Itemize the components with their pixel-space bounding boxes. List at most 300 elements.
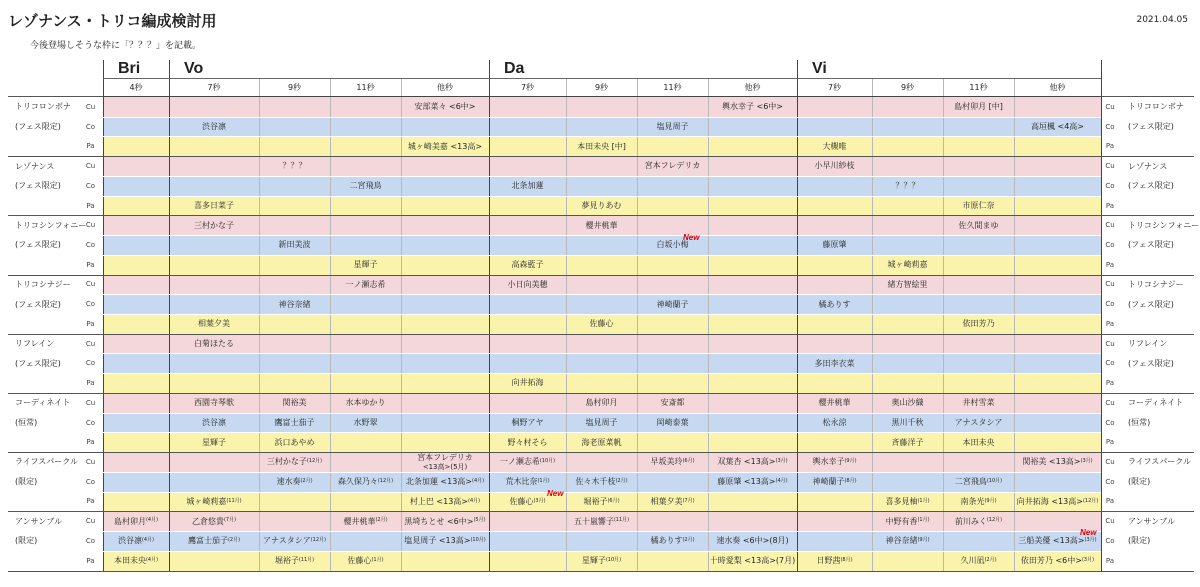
attribute-label: Pa <box>86 260 95 269</box>
idol-cell <box>872 97 943 117</box>
idol-cell <box>708 452 797 472</box>
row-divider <box>103 235 1101 236</box>
idol-cell <box>872 275 943 295</box>
idol-release: (2月) <box>615 477 628 484</box>
idol-release: (8月) <box>840 556 853 563</box>
attribute-label: Cu <box>1105 517 1115 526</box>
idol-name: 小早川紗枝 <box>814 161 855 171</box>
group-name: リフレイン <box>15 339 55 349</box>
idol-cell <box>401 334 489 354</box>
idol-name: 井村雪菜 <box>962 398 995 408</box>
idol-cell <box>103 275 169 295</box>
idol-cell <box>259 97 330 117</box>
attribute-label: Cu <box>1105 339 1115 348</box>
idol-cell <box>330 275 401 295</box>
date-label: 2021.04.05 <box>1136 15 1188 25</box>
idol-cell <box>708 472 797 492</box>
idol-cell <box>797 551 872 571</box>
attribute-label: Pa <box>86 497 95 506</box>
idol-cell <box>708 393 797 413</box>
header-line <box>103 96 1101 97</box>
group-limit: (フェス限定) <box>15 299 61 309</box>
idol-cell <box>637 492 708 512</box>
idol-cell <box>943 531 1014 551</box>
idol-cell <box>1014 275 1101 295</box>
idol-cell <box>943 511 1014 531</box>
idol-name: 城ヶ崎莉嘉 <box>887 260 928 270</box>
idol-cell <box>330 314 401 334</box>
idol-cell <box>872 413 943 433</box>
idol-name: 白菊ほたる <box>194 339 234 349</box>
idol-name: 中野有香 <box>885 516 918 526</box>
group-divider <box>8 215 1194 216</box>
idol-cell <box>1014 196 1101 216</box>
idol-release: (7月) <box>682 497 695 504</box>
idol-cell <box>401 196 489 216</box>
idol-cell <box>797 472 872 492</box>
idol-cell <box>708 235 797 255</box>
idol-release: (10月) <box>605 556 622 563</box>
idol-cell <box>169 235 259 255</box>
row-divider <box>103 136 1101 137</box>
idol-cell <box>943 492 1014 512</box>
idol-cell <box>169 353 259 373</box>
idol-cell <box>1014 176 1101 196</box>
idol-name: アナスタシア <box>263 536 311 546</box>
idol-name: 城ヶ崎美嘉 <13高> <box>407 141 483 151</box>
idol-release: (3月) <box>1084 537 1097 544</box>
idol-cell <box>259 432 330 452</box>
idol-release: (1月) <box>917 517 930 524</box>
idol-cell <box>797 511 872 531</box>
idol-name: 森久保乃々 <box>337 477 378 487</box>
idol-name: 二宮飛鳥 <box>349 181 382 191</box>
attribute-label: Pa <box>1105 379 1115 388</box>
idol-cell <box>708 97 797 117</box>
idol-release: (4月) <box>472 477 485 484</box>
idol-cell <box>708 136 797 156</box>
idol-name: 宮本フレデリカ <box>644 161 701 171</box>
group-divider <box>8 156 1194 157</box>
duration-header: 7秒 <box>207 82 221 92</box>
idol-cell <box>330 235 401 255</box>
subcolumn-divider <box>708 78 709 571</box>
category-header: Da <box>504 60 525 77</box>
idol-release: (1月) <box>537 477 550 484</box>
idol-name: 速水奏 <box>276 477 301 487</box>
idol-cell <box>103 393 169 413</box>
idol-name: 島村卯月 <box>113 516 146 526</box>
idol-cell <box>1014 492 1101 512</box>
idol-cell <box>1014 393 1101 413</box>
idol-cell <box>330 353 401 373</box>
idol-cell <box>872 432 943 452</box>
idol-name: 本田未央 <box>962 437 995 447</box>
attribute-label: Cu <box>1105 221 1115 230</box>
idol-cell <box>708 176 797 196</box>
idol-cell <box>797 156 872 176</box>
category-header: Vo <box>184 60 204 77</box>
idol-cell <box>330 393 401 413</box>
new-badge: New <box>1080 528 1097 537</box>
idol-name: 三村かな子 <box>194 220 234 230</box>
category-header <box>943 60 1014 78</box>
idol-cell <box>708 413 797 433</box>
idol-name: 松永涼 <box>822 417 847 427</box>
idol-cell <box>943 275 1014 295</box>
idol-cell <box>637 196 708 216</box>
idol-cell <box>797 531 872 551</box>
group-limit: (フェス限定) <box>15 240 61 250</box>
attribute-label: Cu <box>85 339 96 348</box>
idol-cell <box>708 492 797 512</box>
idol-cell <box>401 176 489 196</box>
idol-cell <box>637 136 708 156</box>
idol-cell <box>637 294 708 314</box>
idol-cell <box>943 334 1014 354</box>
idol-cell <box>401 255 489 275</box>
idol-release: (1月) <box>917 497 930 504</box>
attribute-label: Co <box>85 477 96 486</box>
idol-cell <box>797 492 872 512</box>
idol-name: 神崎蘭子 <box>812 477 845 487</box>
idol-cell <box>259 393 330 413</box>
idol-cell <box>637 353 708 373</box>
idol-release: (2月) <box>300 477 313 484</box>
idol-cell <box>637 275 708 295</box>
group-name: トリコロンボナ <box>1128 102 1184 112</box>
table-top-line <box>8 96 103 97</box>
idol-cell <box>103 353 169 373</box>
group-limit: (フェス限定) <box>1128 122 1174 132</box>
idol-release: (6月) <box>607 497 620 504</box>
row-divider <box>103 196 1101 197</box>
idol-cell <box>330 551 401 571</box>
idol-cell <box>401 294 489 314</box>
idol-cell <box>169 314 259 334</box>
idol-name: 五十嵐響子 <box>573 516 614 526</box>
idol-cell <box>489 452 566 472</box>
idol-cell <box>566 156 637 176</box>
idol-cell <box>797 275 872 295</box>
idol-name: 水本ゆかり <box>345 398 386 408</box>
idol-cell <box>872 176 943 196</box>
idol-cell <box>637 432 708 452</box>
idol-cell <box>566 275 637 295</box>
idol-cell <box>401 136 489 156</box>
attribute-label: Co <box>85 300 96 309</box>
idol-cell <box>943 117 1014 137</box>
idol-cell <box>708 551 797 571</box>
idol-name: 堀裕子 <box>583 496 608 506</box>
idol-cell <box>566 413 637 433</box>
attribute-label: Cu <box>85 398 96 407</box>
idol-cell <box>943 136 1014 156</box>
attribute-label: Co <box>1105 300 1115 309</box>
group-divider <box>8 393 1194 394</box>
idol-cell <box>169 334 259 354</box>
idol-name: 塩見周子 <box>585 417 618 427</box>
idol-name: 塩見周子 <box>656 121 689 131</box>
idol-name: 日野茜 <box>816 556 841 566</box>
category-header <box>566 60 637 78</box>
idol-cell <box>103 255 169 275</box>
group-divider <box>8 452 1194 453</box>
idol-name: 橘ありす <box>650 536 683 546</box>
idol-cell <box>330 294 401 314</box>
idol-cell <box>708 196 797 216</box>
idol-release: (12月) <box>306 458 323 465</box>
idol-cell <box>637 117 708 137</box>
group-limit: (フェス限定) <box>1128 358 1174 368</box>
idol-cell <box>103 334 169 354</box>
idol-name: 荒木比奈 <box>505 477 538 487</box>
attribute-label: Co <box>85 122 96 131</box>
row-divider <box>103 117 1101 118</box>
attribute-label: Co <box>85 359 96 368</box>
idol-cell <box>330 334 401 354</box>
idol-cell <box>797 432 872 452</box>
attribute-label: Co <box>1105 181 1115 190</box>
idol-cell <box>872 334 943 354</box>
idol-release: (4月) <box>145 556 159 563</box>
idol-cell <box>401 531 489 551</box>
idol-cell <box>943 196 1014 216</box>
idol-cell <box>943 353 1014 373</box>
idol-cell <box>566 176 637 196</box>
attribute-label: Pa <box>86 556 95 565</box>
idol-cell <box>1014 97 1101 117</box>
idol-cell <box>169 294 259 314</box>
idol-cell <box>637 255 708 275</box>
idol-name: 佐藤心 <box>347 556 372 566</box>
idol-cell <box>489 117 566 137</box>
idol-name: 海老原菜帆 <box>581 437 622 447</box>
idol-cell <box>566 314 637 334</box>
idol-name: 三船美優 <13高> <box>1018 536 1085 546</box>
idol-cell <box>330 432 401 452</box>
row-divider <box>103 294 1101 295</box>
idol-cell <box>1014 373 1101 393</box>
subcolumn-divider <box>872 78 873 571</box>
attribute-label: Cu <box>85 162 96 171</box>
idol-cell <box>566 531 637 551</box>
idol-release: (11月) <box>226 497 242 504</box>
idol-name: 夢見りあむ <box>581 200 622 210</box>
idol-cell <box>637 314 708 334</box>
idol-cell <box>489 275 566 295</box>
idol-name: 佐藤心 <box>589 319 614 329</box>
idol-name: 鷹富士茄子 <box>274 417 315 427</box>
idol-cell <box>872 136 943 156</box>
idol-name: 桐野アヤ <box>511 417 544 427</box>
row-divider <box>103 531 1101 532</box>
idol-cell <box>637 472 708 492</box>
row-divider <box>103 255 1101 256</box>
idol-cell <box>169 531 259 551</box>
idol-name: 鷹富士茄子 <box>187 536 228 546</box>
idol-cell <box>872 215 943 235</box>
idol-name: 十時愛梨 <13高>(7月) <box>709 556 796 566</box>
idol-cell <box>103 472 169 492</box>
group-name: レゾナンス <box>1128 161 1168 171</box>
idol-cell <box>330 156 401 176</box>
idol-cell <box>103 551 169 571</box>
group-name: トリコシナジー <box>1128 279 1184 289</box>
idol-cell <box>943 176 1014 196</box>
idol-cell <box>489 255 566 275</box>
table-bottom-line <box>8 571 1194 572</box>
idol-release: (8月) <box>844 477 857 484</box>
duration-header: 9秒 <box>594 82 609 92</box>
idol-name: 南条光 <box>960 496 985 506</box>
idol-name: 渋谷凛 <box>202 417 226 427</box>
idol-cell <box>401 353 489 373</box>
idol-cell <box>943 156 1014 176</box>
subcolumn-divider <box>259 78 260 571</box>
idol-cell <box>637 531 708 551</box>
idol-cell <box>330 373 401 393</box>
idol-cell <box>103 492 169 512</box>
group-name: コーディネイト <box>1128 398 1184 408</box>
group-name: ライフスパークル <box>1128 457 1191 467</box>
idol-cell <box>169 492 259 512</box>
idol-cell <box>103 432 169 452</box>
idol-cell <box>797 393 872 413</box>
idol-cell <box>489 235 566 255</box>
idol-cell <box>401 472 489 492</box>
category-header <box>708 60 797 78</box>
attribute-label: Co <box>85 536 96 545</box>
idol-cell <box>259 117 330 137</box>
idol-cell <box>103 176 169 196</box>
row-divider <box>103 373 1101 374</box>
idol-name: 関裕美 <13高> <box>1022 457 1081 467</box>
attribute-label: Pa <box>86 142 95 151</box>
idol-cell <box>566 452 637 472</box>
idol-release: (12月) <box>377 477 394 484</box>
idol-name: 櫻井桃華 <box>585 220 618 230</box>
idol-cell <box>566 117 637 137</box>
idol-cell <box>330 176 401 196</box>
idol-cell <box>103 97 169 117</box>
group-limit: (恒常) <box>15 418 38 428</box>
idol-name: 一ノ瀬志希 <box>499 457 540 467</box>
idol-cell <box>489 393 566 413</box>
idol-name: 早坂美玲 <box>650 457 683 467</box>
idol-release: (3月) <box>533 497 546 504</box>
attribute-label: Pa <box>1105 438 1115 447</box>
idol-name: 相葉夕美 <box>198 319 230 329</box>
idol-cell <box>566 393 637 413</box>
idol-cell <box>103 156 169 176</box>
idol-name: 黒川千秋 <box>891 417 924 427</box>
idol-cell <box>797 255 872 275</box>
idol-cell <box>943 373 1014 393</box>
idol-name: 佐々木千枝 <box>575 477 616 487</box>
group-limit: (限定) <box>15 536 38 546</box>
idol-cell <box>169 511 259 531</box>
idol-name: 星輝子 <box>353 260 378 270</box>
idol-cell <box>872 531 943 551</box>
idol-cell <box>1014 334 1101 354</box>
idol-cell <box>401 314 489 334</box>
idol-cell <box>330 492 401 512</box>
idol-name: 野々村そら <box>507 437 548 447</box>
group-limit: (限定) <box>1128 536 1151 546</box>
idol-cell <box>872 156 943 176</box>
category-header <box>259 60 330 78</box>
group-name: ライフスパークル <box>15 457 78 467</box>
idol-cell <box>401 492 489 512</box>
idol-name: 喜多見柚 <box>885 496 918 506</box>
idol-cell <box>566 294 637 314</box>
idol-cell <box>330 452 401 472</box>
idol-cell <box>872 511 943 531</box>
idol-cell <box>943 215 1014 235</box>
idol-cell <box>259 413 330 433</box>
idol-name: 緒方智絵里 <box>887 279 928 289</box>
idol-name: 浜口あやめ <box>274 437 315 447</box>
idol-cell <box>872 551 943 571</box>
idol-cell <box>566 97 637 117</box>
attribute-label: Cu <box>85 457 96 466</box>
idol-cell <box>797 97 872 117</box>
idol-cell <box>489 334 566 354</box>
category-header <box>330 60 401 78</box>
idol-cell <box>797 413 872 433</box>
idol-cell <box>489 373 566 393</box>
idol-cell <box>169 215 259 235</box>
idol-cell <box>872 294 943 314</box>
idol-cell <box>330 511 401 531</box>
group-name: コーディネイト <box>15 398 71 408</box>
idol-name: 向井拓海 <box>511 378 544 388</box>
idol-cell <box>259 551 330 571</box>
idol-name: 水野翠 <box>353 417 378 427</box>
idol-name: ？？？ <box>282 161 307 171</box>
idol-cell <box>103 373 169 393</box>
idol-cell <box>401 413 489 433</box>
idol-cell <box>103 196 169 216</box>
idol-cell <box>259 314 330 334</box>
subcolumn-divider <box>1014 78 1015 571</box>
idol-name: 高垣楓 <4高> <box>1030 121 1085 131</box>
idol-cell <box>169 413 259 433</box>
idol-name: 双葉杏 <13高> <box>717 457 776 467</box>
group-divider <box>8 511 1194 512</box>
attribute-label: Pa <box>1105 497 1115 506</box>
idol-cell <box>103 117 169 137</box>
subcolumn-divider <box>566 78 567 571</box>
row-divider <box>103 176 1101 177</box>
idol-name: 藤原肇 <box>822 240 847 250</box>
idol-cell <box>566 334 637 354</box>
duration-header: 9秒 <box>900 82 915 92</box>
idol-name: 高森藍子 <box>511 260 544 270</box>
idol-cell <box>401 511 489 531</box>
idol-cell <box>103 511 169 531</box>
idol-cell <box>489 353 566 373</box>
duration-header: 他秒 <box>437 82 453 92</box>
row-divider <box>103 413 1101 414</box>
idol-name: 市原仁奈 <box>962 200 995 210</box>
idol-name: 島村卯月 [中] <box>954 102 1003 112</box>
idol-cell <box>797 215 872 235</box>
idol-cell <box>943 235 1014 255</box>
idol-cell <box>401 156 489 176</box>
idol-cell <box>401 393 489 413</box>
